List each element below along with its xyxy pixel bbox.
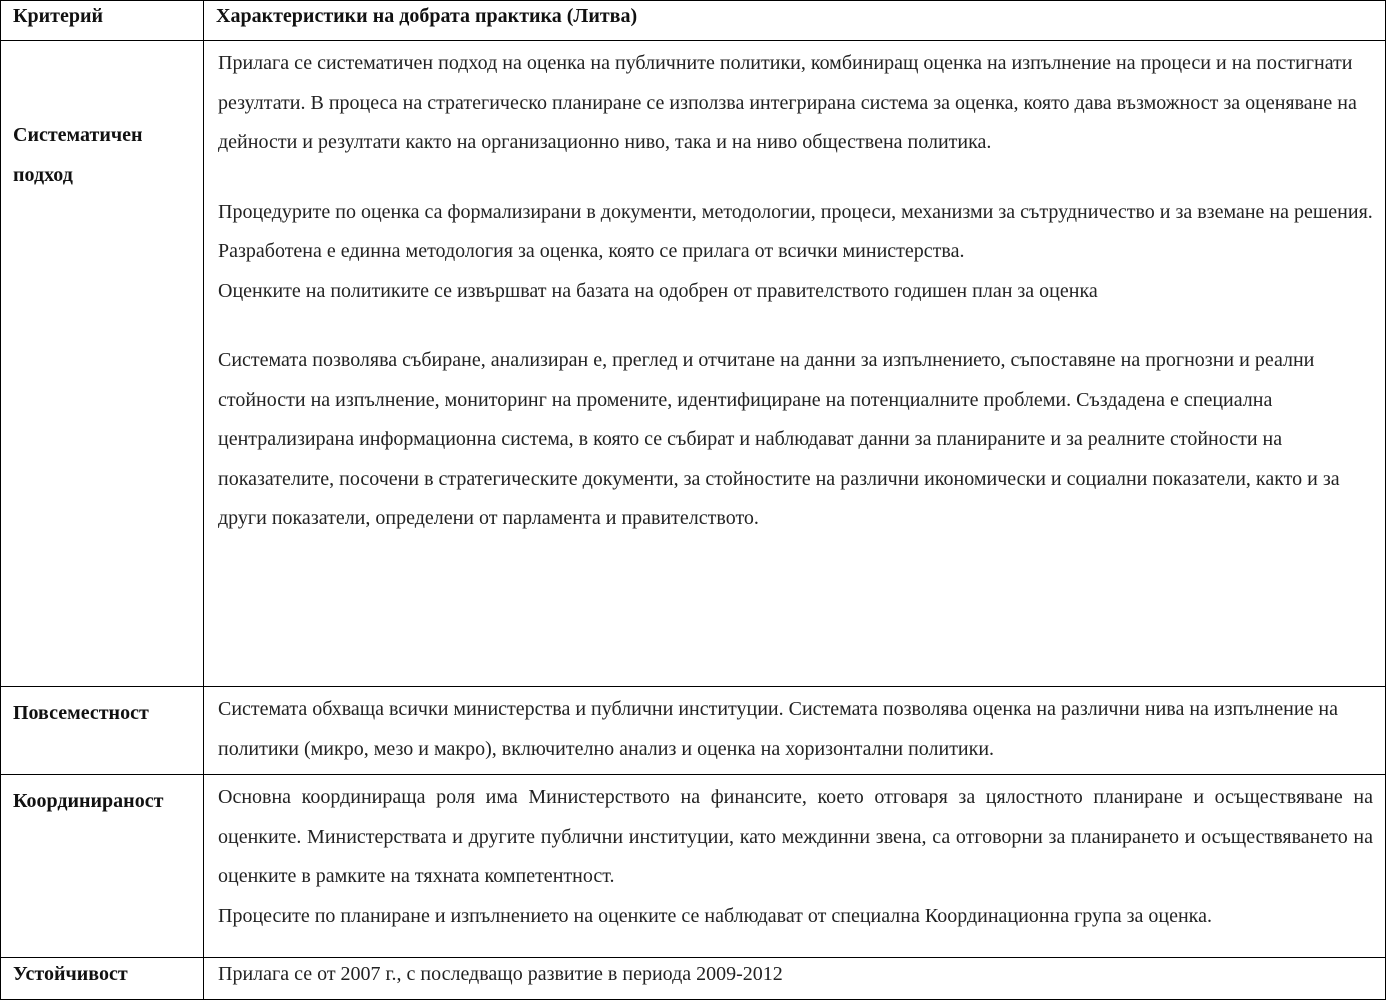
paragraph: Оценките на политиките се извършват на базата на одобрен от правителството годишен план за оценка	[218, 279, 1098, 302]
table-row	[1, 775, 1386, 958]
description-systematic-approach	[204, 41, 1386, 687]
description-coordination	[204, 775, 1386, 958]
paragraph: Системата обхваща всички министерства и публични институции. Системата позволява оценка на различни нива на изпълнение на политики (микро, мезо и макро), включително анализ и оценка на хоризонтални политики.	[218, 698, 1338, 760]
table-row	[1, 41, 1386, 687]
paragraph: Прилага се от 2007 г., с последващо развитие в периода 2009-2012	[218, 963, 783, 985]
table-header-row	[1, 1, 1386, 41]
paragraph: Процедурите по оценка са формализирани в документи, методологии, процеси, механизми за сътрудничество и за вземане на решения. Разработена е единна методология за оценка, която се прилага от всички министерства.	[218, 200, 1373, 262]
paragraph: Системата позволява събиране, анализиран е, преглед и отчитане на данни за изпълнението, съпоставяне на прогнозни и реални стойности на изпълнение, мониторинг на промените, идентифициране на потенциалните проблеми. Създадена е специална централизирана информационна система, в която се събират и наблюдават данни за планираните и за реалните стойности на показателите, посочени в стратегическите документи, за стойностите на различни икономически и социални показатели, както и за други показатели, определени от парламента и правителството.	[218, 349, 1340, 529]
criterion-coordination: Координираност	[1, 775, 204, 958]
header-characteristics: Характеристики на добрата практика (Литва)	[204, 1, 1386, 41]
criterion-ubiquity: Повсеместност	[1, 687, 204, 775]
table-row	[1, 958, 1386, 1000]
paragraph: Прилага се систематичен подход на оценка на публичните политики, комбиниращ оценка на изпълнение на процеси и на постигнати резултати. В процеса на стратегическо планиране се използва интегрирана система за оценка, която дава възможност за оценяване на дейности и резултати както на организационно ниво, така и на ниво обществена политика.	[218, 52, 1357, 153]
criterion-systematic-approach: Систематичен подход	[1, 41, 204, 687]
criterion-sustainability: Устойчивост	[1, 958, 204, 1000]
header-criterion: Критерий	[1, 1, 204, 41]
description-ubiquity	[204, 687, 1386, 775]
paragraph: Процесите по планиране и изпълнението на оценките се наблюдават от специална Координационна група за оценка.	[218, 904, 1212, 927]
paragraph: Основна координираща роля има Министерството на финансите, което отговаря за цялостното планиране и осъществяване на оценките. Министерствата и другите публични институции, като междинни звена, са отговорни за планирането и осъществяването на оценките в рамките на тяхната компетентност.	[218, 786, 1373, 887]
description-sustainability	[204, 958, 1386, 1000]
table-row	[1, 687, 1386, 775]
